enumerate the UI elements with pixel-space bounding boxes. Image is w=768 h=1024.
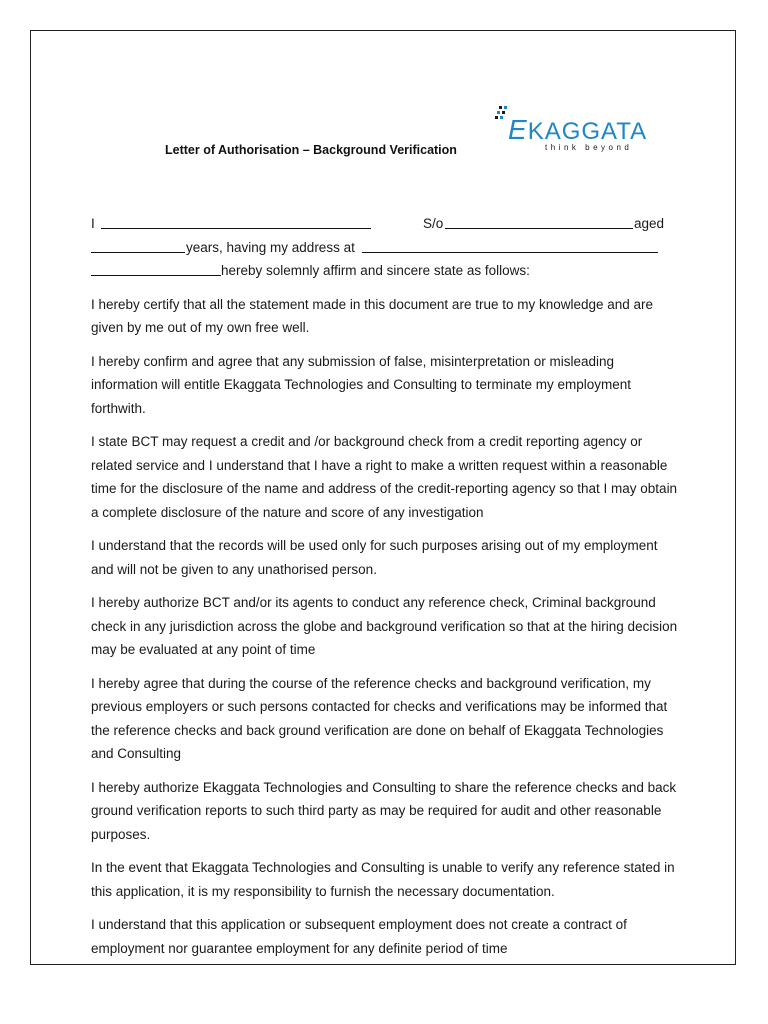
declaration-fill-in — [91, 212, 681, 283]
logo-wordmark-text: KAGGATA — [527, 118, 648, 145]
label-years-address: years, having my address at — [186, 239, 355, 255]
paragraph-confirm: I hereby confirm and agree that any submission of false, misinterpretation or misleading information will entitle Ekaggata Technologies and Consulting to terminate my employment forthwith. — [91, 353, 632, 416]
paragraph-no-contract: I understand that this application or subsequent employment does not create a contract of employment nor guarantee employment for any definite period of time — [91, 917, 627, 956]
logo-initial: E — [508, 114, 528, 145]
logo-wordmark — [508, 114, 647, 146]
label-affirm: hereby solemnly affirm and sincere state as follows: — [221, 263, 530, 278]
fill-line-age-address — [91, 236, 681, 260]
address-continued-blank-field[interactable] — [91, 261, 221, 276]
paragraph-authorize-checks: I hereby authorize BCT and/or its agents to conduct any reference check, Criminal background check in any jurisdiction across the globe and background verification so that at the hiring decision may be evaluated at any point of time — [91, 595, 678, 657]
address-blank-field[interactable] — [362, 238, 658, 253]
paragraph-certify: I hereby certify that all the statement made in this document are true to my knowledge and are given by me out of my own free well. — [91, 296, 654, 335]
name-blank-field[interactable] — [101, 214, 371, 229]
company-logo — [494, 104, 669, 154]
document-body — [91, 212, 681, 970]
father-name-blank-field[interactable] — [445, 214, 633, 229]
page-title: Letter of Authorisation – Background Verification — [165, 143, 457, 157]
paragraph-furnish-documentation: In the event that Ekaggata Technologies and Consulting is unable to verify any reference stated in this application, it is my responsibility to furnish the necessary documentation. — [91, 860, 675, 899]
fill-line-affirm — [91, 259, 681, 283]
paragraph-records-use: I understand that the records will be used only for such purposes arising out of my employment and will not be given to any unathorised person. — [91, 538, 658, 577]
label-so: S/o — [423, 216, 444, 231]
paragraph-credit-check: I state BCT may request a credit and /or background check from a credit reporting agency or related service and I understand that I have a right to make a written request within a reasonable time for the disclosure of the name and address of the credit-reporting agency so that I may obtain a complete disclosure of the nature and score of any investigation — [91, 434, 678, 520]
paragraph-previous-employers: I hereby agree that during the course of the reference checks and background verification, my previous employers or such persons contacted for checks and verifications may be informed that the reference checks and back ground verification are done on behalf of Ekaggata Technologies and Consulting — [91, 675, 668, 761]
label-i: I — [91, 216, 95, 231]
age-blank-field[interactable] — [91, 238, 185, 253]
paragraph-share-reports: I hereby authorize Ekaggata Technologies and Consulting to share the reference checks and back ground verification reports to such third party as may be required for audit and other reasonable purposes. — [91, 779, 677, 842]
fill-line-name — [91, 212, 681, 236]
logo-tagline: think beyond — [545, 143, 633, 152]
label-aged: aged — [634, 216, 665, 231]
